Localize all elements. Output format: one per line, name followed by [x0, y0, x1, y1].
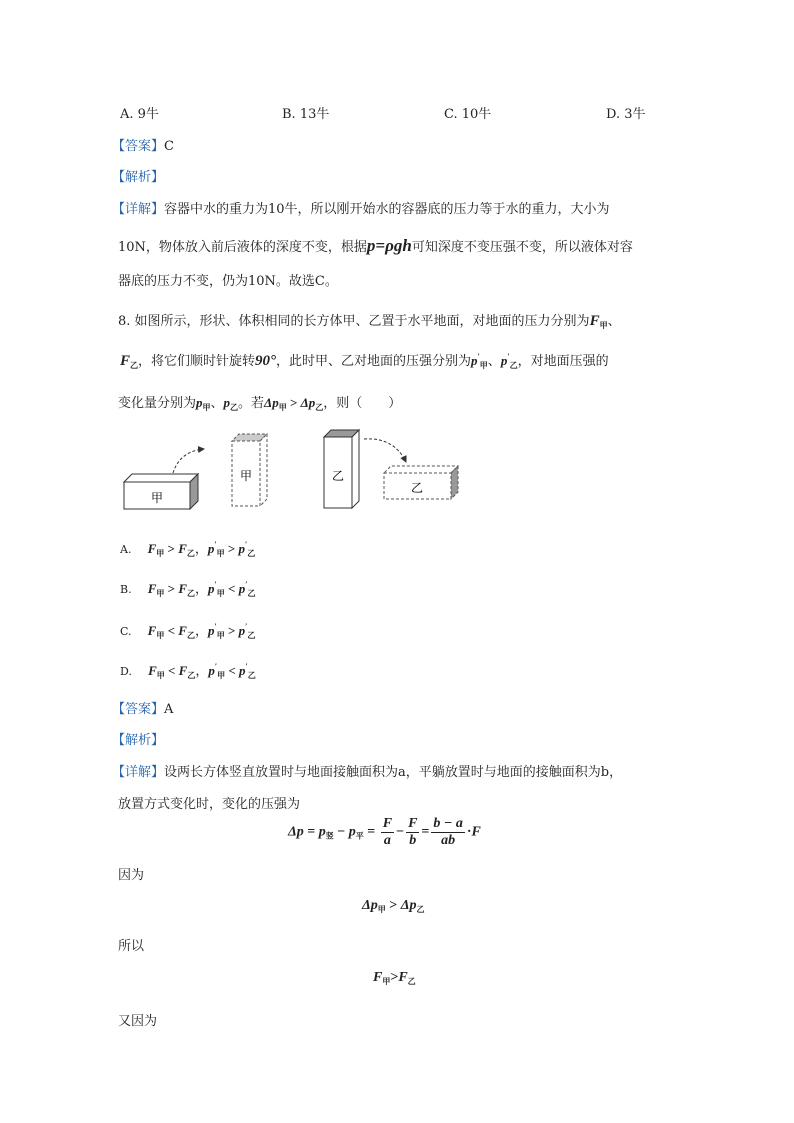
detail-line-3: 器底的压力不变，仍为10N。故选C。: [118, 274, 338, 289]
detail-text: 设两长方体竖直放置时与地面接触面积为a，平躺放置时与地面的接触面积为b，: [164, 765, 623, 780]
force-inequality: $F_甲>F_乙$: [373, 970, 416, 986]
answer-value: C: [164, 139, 174, 154]
detail-label: 【详解】: [112, 765, 165, 780]
answer-value: A: [164, 702, 174, 717]
choice-d: D. $F_甲 < F_乙$，$p'_甲 < p'_乙$: [120, 662, 256, 680]
question-text: ，将它们顺时针旋转: [138, 354, 256, 369]
choice-b: B. $F_甲 > F_乙$，$p'_甲 < p'_乙$: [120, 580, 256, 598]
q8-detail-line-2: 放置方式变化时，变化的压强为: [118, 797, 301, 812]
option-a: A. 9牛: [120, 107, 159, 122]
choice-c: C. $F_甲 < F_乙$，$p'_甲 > p'_乙$: [120, 622, 256, 640]
rotation-figure: [118, 425, 468, 515]
detail-text: 10N，物体放入前后液体的深度不变，根据: [118, 240, 367, 255]
question-text: ，此时甲、乙对地面的压强分别为: [276, 354, 472, 369]
detail-line-2: [118, 236, 633, 256]
pressure-change-equation: $\Delta p = p_竖 - p_平$ = $\frac{F}{a}$ − $\frac{F}{b}$ = $\frac{b - a}{ab}$ ·F: [288, 816, 481, 848]
p-jia: $p_甲$: [196, 395, 211, 412]
answer-label: 【答案】: [112, 702, 165, 717]
q8-line-1: 8. 如图所示，形状、体积相同的长方体甲、乙置于水平地面，对地面的压力分别为$F_甲$、: [118, 313, 621, 330]
also-label: 又因为: [118, 1014, 158, 1029]
detail-line-1: [112, 198, 610, 217]
because-label: 因为: [118, 868, 145, 883]
detail-text: 容器中水的重力为10牛，所以刚开始水的容器底的压力等于水的重力，大小为: [164, 202, 610, 217]
F-jia: $F_甲$: [589, 313, 608, 330]
answer-line: [112, 135, 174, 154]
q8-detail-line-1: [112, 761, 622, 780]
condition: $\Delta p_甲 > \Delta p_乙$: [264, 395, 324, 412]
analysis-label: 【解析】: [112, 170, 165, 185]
question-text: ，则（ ）: [323, 396, 402, 411]
detail-label: 【详解】: [112, 202, 165, 217]
answer-label: 【答案】: [112, 139, 165, 154]
option-c: C. 10牛: [444, 107, 492, 122]
question-text: 如图所示，形状、体积相同的长方体甲、乙置于水平地面，对地面的压力分别为: [134, 314, 590, 329]
choice-a: A. $F_甲 > F_乙$，$p'_甲 > p'_乙$: [120, 540, 256, 558]
angle: 90°: [255, 353, 277, 369]
so-label: 所以: [118, 939, 145, 954]
detail-text: 可知深度不变压强不变，所以液体对容: [411, 240, 633, 255]
q8-line-3: 变化量分别为$p_甲$、$p_乙$。若$\Delta p_甲 > \Delta p_乙$，则（ ）: [118, 395, 402, 412]
arrow-1: [173, 449, 204, 473]
option-d: D. 3牛: [606, 107, 646, 122]
arrow-2: [364, 439, 406, 462]
formula: p=ρgh: [366, 236, 412, 255]
box1-label: 甲: [150, 491, 164, 505]
delta-inequality: $\Delta p_甲 > \Delta p_乙$: [362, 898, 425, 914]
question-number: 8.: [118, 314, 131, 329]
q8-analysis-label: 【解析】: [112, 733, 165, 748]
box3-label: 乙: [331, 469, 345, 483]
q8-answer-line: [112, 698, 173, 717]
option-b: B. 13牛: [282, 107, 330, 122]
p-yi: $p_乙$: [223, 395, 239, 412]
q8-line-2: $F_乙$，将它们顺时针旋转90°，此时甲、乙对地面的压强分别为$p'_甲$、$p'_乙$，对地面压强的: [120, 352, 609, 370]
box4-label: 乙: [410, 481, 424, 495]
box2-label: 甲: [239, 469, 253, 483]
p-yi-prime: $p'_乙$: [500, 352, 518, 370]
p-jia-prime: $p'_甲$: [471, 352, 488, 370]
question-text: ，对地面压强的: [517, 354, 609, 369]
question-text: 变化量分别为: [118, 396, 197, 411]
F-yi: $F_乙$: [120, 353, 139, 370]
